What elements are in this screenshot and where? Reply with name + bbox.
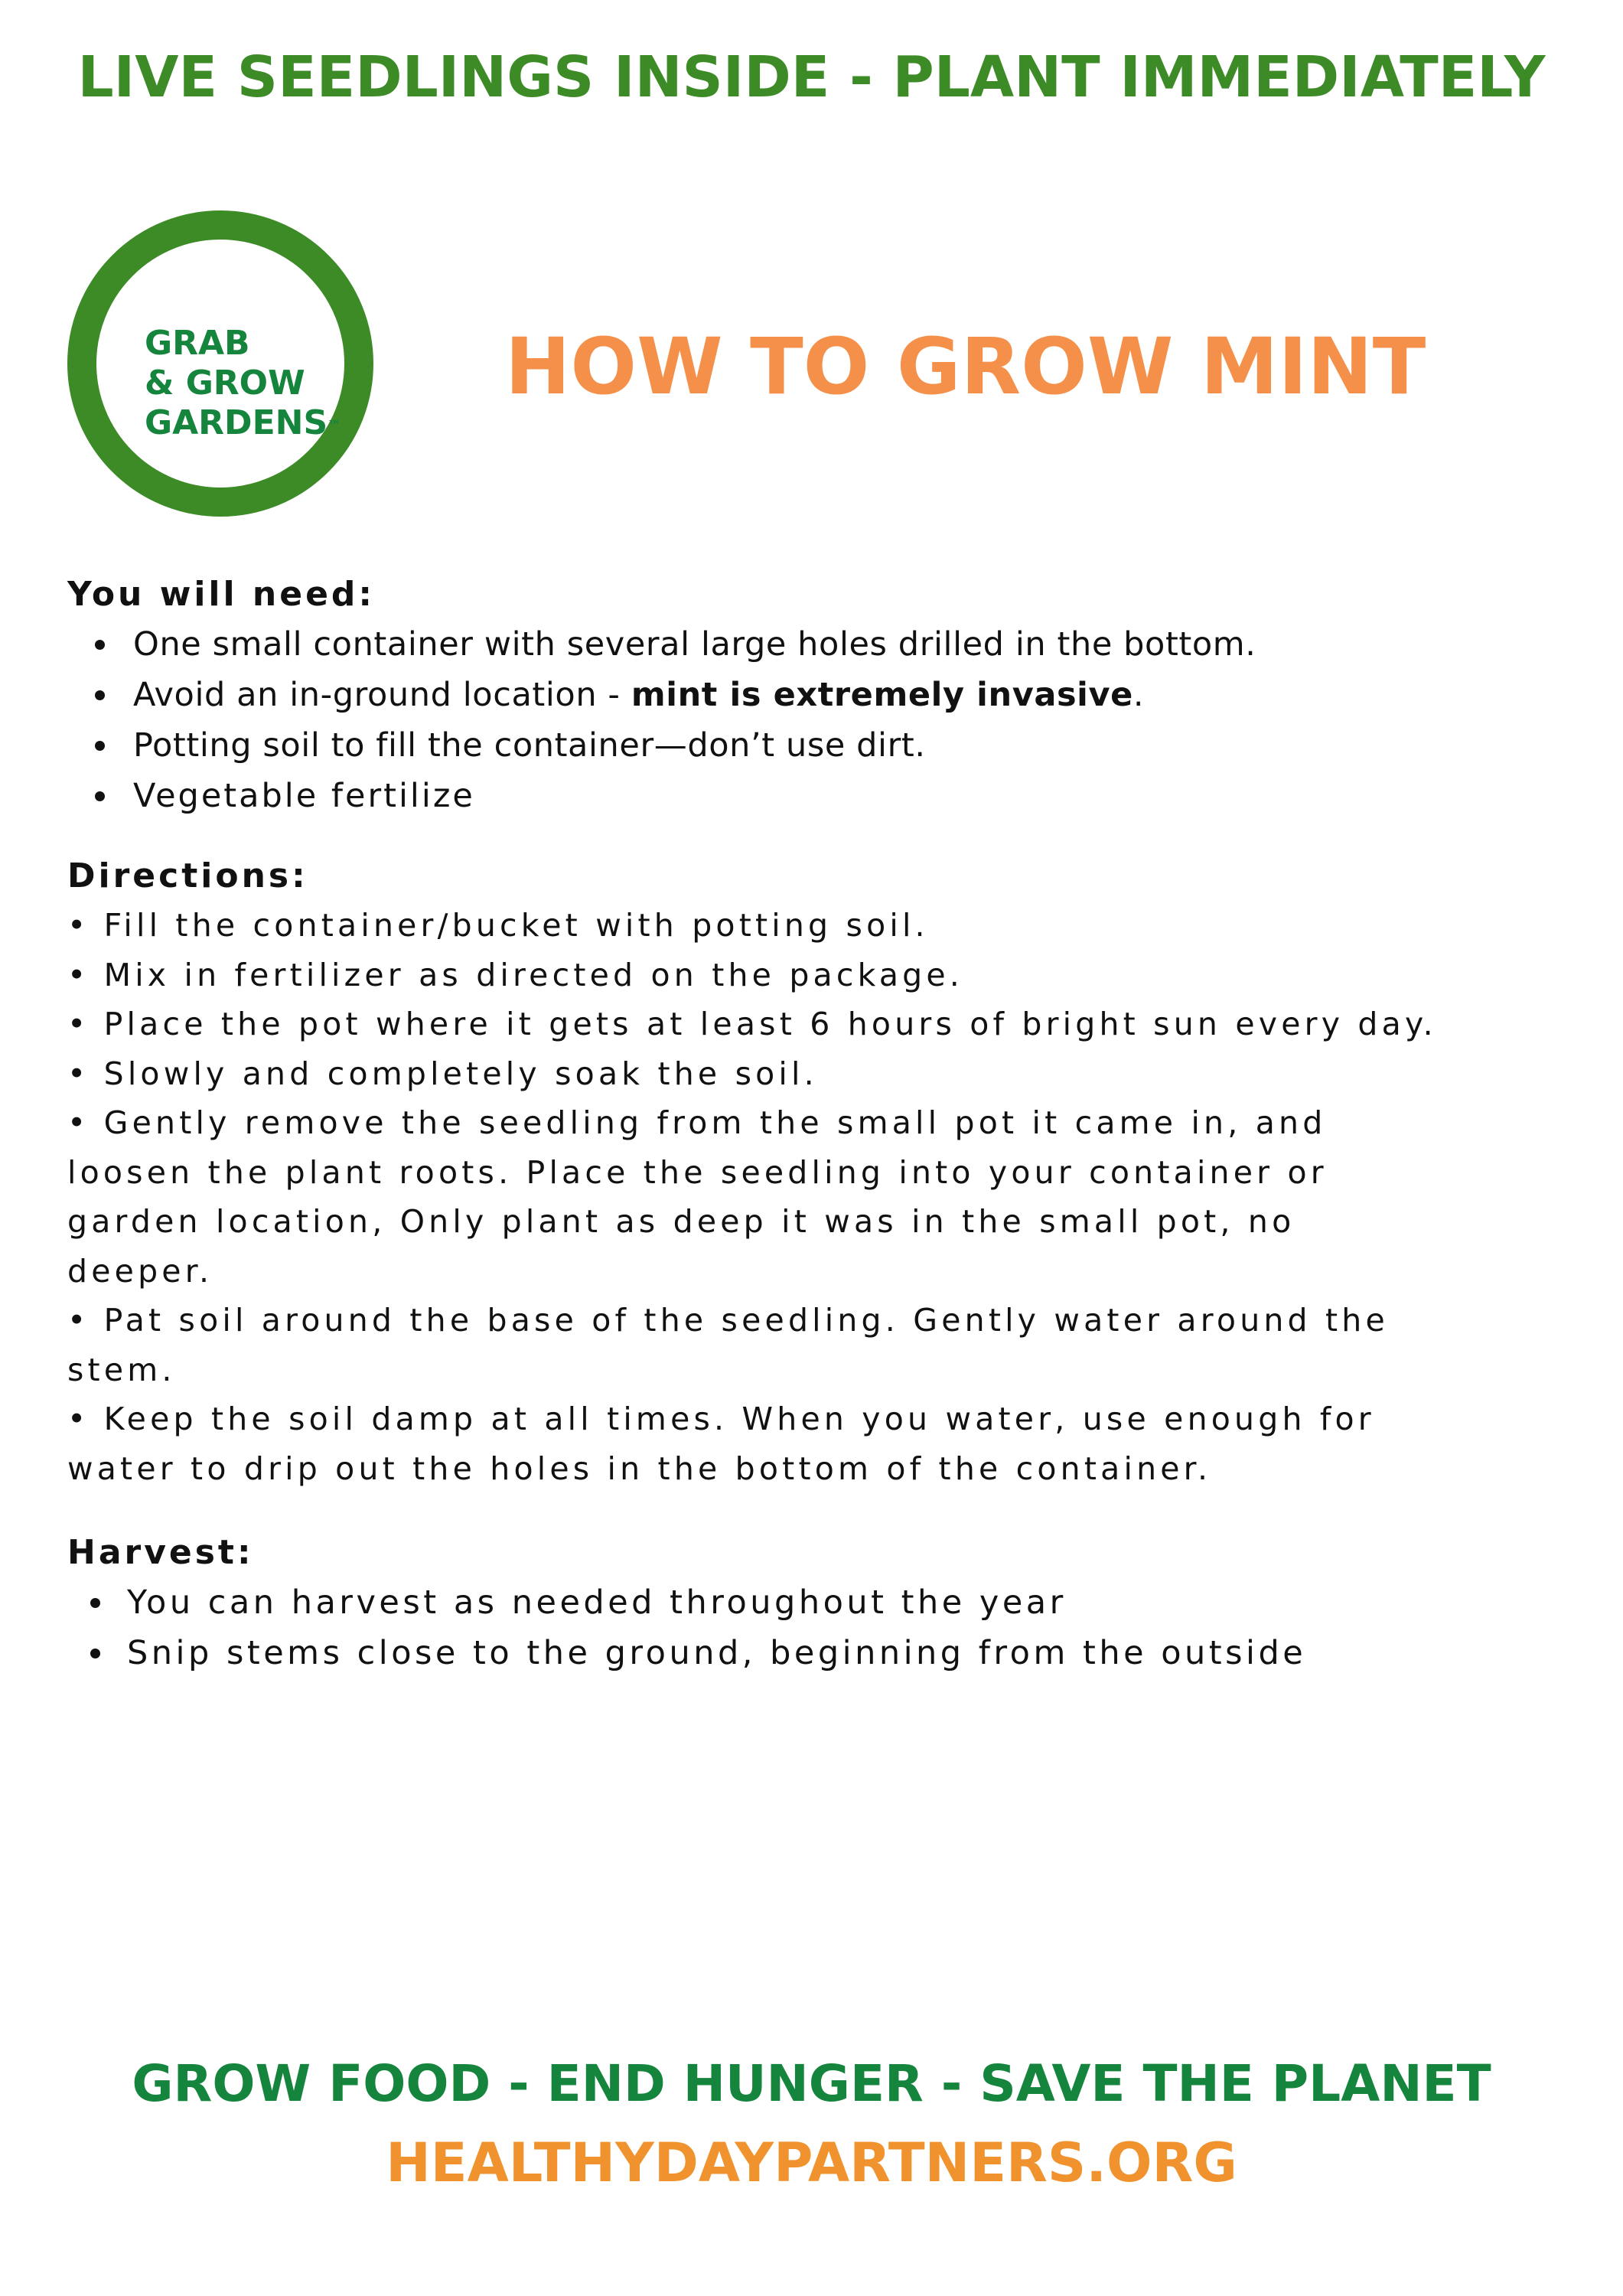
list-item: One small container with several large holes drilled in the bottom. [67, 619, 1598, 670]
directions-line: deeper. [67, 1252, 213, 1290]
list-item-bold-text: mint is extremely invasive [631, 676, 1133, 714]
directions-line: • Fill the container/bucket with potting soil. [67, 907, 929, 944]
directions-line: water to drip out the holes in the bottom of the container. [67, 1450, 1212, 1487]
logo-line-2: & GROW [145, 364, 305, 403]
footer-website: HEALTHYDAYPARTNERS.ORG [386, 2131, 1237, 2194]
logo-trademark: ™ [328, 418, 342, 434]
top-banner: LIVE SEEDLINGS INSIDE - PLANT IMMEDIATELY [77, 44, 1546, 110]
logo-line-1: GRAB [145, 324, 250, 363]
page-title: HOW TO GROW MINT [505, 321, 1426, 413]
list-item-text: Avoid an in-ground location - [133, 676, 631, 714]
directions-line: • Mix in fertilizer as directed on the package. [67, 956, 964, 993]
list-item [67, 670, 1598, 720]
footer-slogan: GROW FOOD - END HUNGER - SAVE THE PLANET [132, 2054, 1491, 2113]
grab-and-grow-gardens-logo [67, 210, 373, 517]
list-item: You can harvest as needed throughout the year [67, 1577, 1598, 1628]
directions-heading: Directions: [67, 856, 308, 895]
list-item-end: . [1133, 676, 1145, 714]
you-will-need-list [67, 619, 1598, 821]
directions-line: • Gently remove the seedling from the small pot it came in, and [67, 1104, 1327, 1141]
directions-text [67, 901, 1598, 1493]
directions-line: • Keep the soil damp at all times. When you water, use enough for [67, 1401, 1375, 1437]
logo-text [145, 324, 341, 443]
harvest-heading: Harvest: [67, 1533, 254, 1572]
instructions-body [67, 570, 1598, 1678]
directions-line: loosen the plant roots. Place the seedling into your container or [67, 1153, 1328, 1191]
logo-line-3 [145, 403, 341, 443]
you-will-need-heading: You will need: [67, 575, 376, 614]
directions-line: • Pat soil around the base of the seedling. Gently water around the [67, 1302, 1389, 1339]
harvest-list [67, 1577, 1598, 1678]
logo-line-3-text: GARDENS [145, 403, 328, 442]
directions-line: • Slowly and completely soak the soil. [67, 1055, 818, 1092]
list-item: Potting soil to fill the container—don’t use dirt. [67, 720, 1598, 771]
directions-line: stem. [67, 1351, 176, 1388]
list-item: Snip stems close to the ground, beginning from the outside [67, 1628, 1598, 1678]
list-item: Vegetable fertilize [67, 771, 1598, 821]
directions-line: garden location, Only plant as deep it was in the small pot, no [67, 1203, 1295, 1240]
directions-line: • Place the pot where it gets at least 6 hours of bright sun every day. [67, 1006, 1437, 1042]
